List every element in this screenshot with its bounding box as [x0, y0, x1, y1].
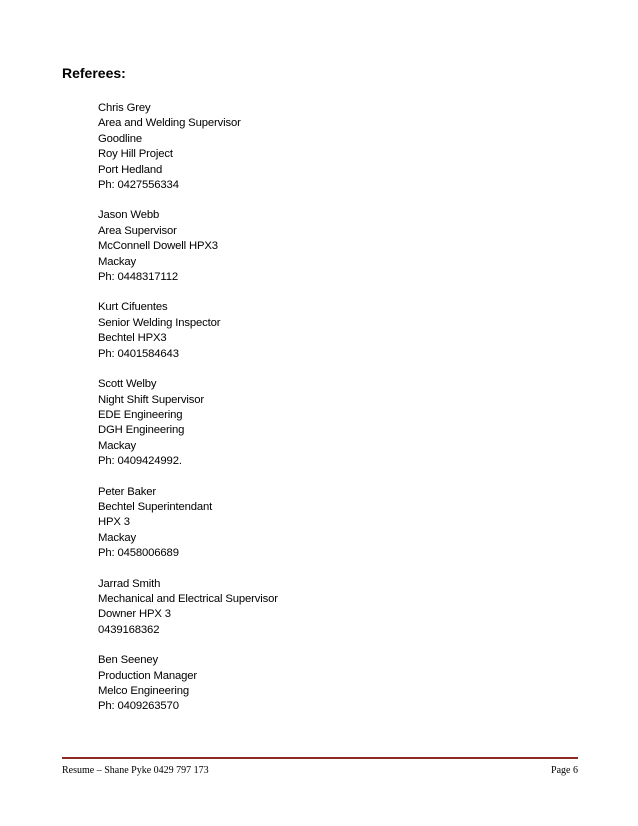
- referee-phone: Ph: 0448317112: [98, 271, 178, 284]
- referee-name: Jarrad Smith: [98, 577, 161, 590]
- referee-phone: Ph: 0458006689: [98, 547, 179, 560]
- referee-detail: Roy Hill Project: [98, 148, 173, 161]
- referee-name: Chris Grey: [98, 102, 151, 114]
- referee-detail: Mackay: [98, 531, 137, 544]
- referee-detail: Area and Welding Supervisor: [98, 117, 241, 130]
- referee-detail: McConnell Dowell HPX3: [98, 240, 218, 253]
- footer-resume-info: Resume – Shane Pyke 0429 797 173: [62, 765, 209, 776]
- referee-entry: [98, 485, 578, 562]
- referee-detail: Senior Welding Inspector: [98, 316, 221, 329]
- referee-entry: [98, 300, 578, 362]
- referee-phone: 0439168362: [98, 623, 160, 636]
- referee-entry: [98, 653, 578, 715]
- referee-entry: [98, 377, 578, 469]
- referee-detail: Port Hedland: [98, 163, 163, 176]
- referees-list: [98, 101, 578, 730]
- referee-detail: Goodline: [98, 132, 143, 145]
- referee-name: Jason Webb: [98, 209, 160, 222]
- referee-name: Ben Seeney: [98, 654, 159, 667]
- referee-phone: Ph: 0427556334: [98, 179, 179, 192]
- referee-detail: Mechanical and Electrical Supervisor: [98, 592, 278, 605]
- referee-detail: HPX 3: [98, 516, 130, 529]
- footer-divider: [62, 757, 578, 759]
- referee-detail: Mackay: [98, 439, 137, 452]
- referee-detail: EDE Engineering: [98, 408, 183, 421]
- page-number: Page 6: [551, 765, 578, 776]
- referee-name: Scott Welby: [98, 378, 157, 391]
- referee-phone: Ph: 0409263570: [98, 700, 179, 713]
- referee-detail: Melco Engineering: [98, 685, 190, 697]
- referee-phone: Ph: 0401584643: [98, 347, 179, 360]
- referees-heading: Referees:: [62, 65, 126, 81]
- referee-detail: Downer HPX 3: [98, 608, 171, 621]
- referee-entry: [98, 208, 578, 285]
- referee-name: Kurt Cifuentes: [98, 301, 168, 314]
- referee-detail: Area Supervisor: [98, 224, 177, 237]
- referee-detail: Mackay: [98, 255, 137, 268]
- referee-detail: Night Shift Supervisor: [98, 393, 204, 406]
- referee-entry: [98, 101, 578, 193]
- referee-detail: Bechtel HPX3: [98, 332, 167, 345]
- referee-name: Peter Baker: [98, 485, 157, 498]
- referee-detail: Bechtel Superintendant: [98, 500, 213, 513]
- referee-phone: Ph: 0409424992.: [98, 455, 182, 468]
- referee-detail: DGH Engineering: [98, 424, 185, 437]
- referee-entry: [98, 577, 578, 639]
- referee-detail: Production Manager: [98, 669, 198, 682]
